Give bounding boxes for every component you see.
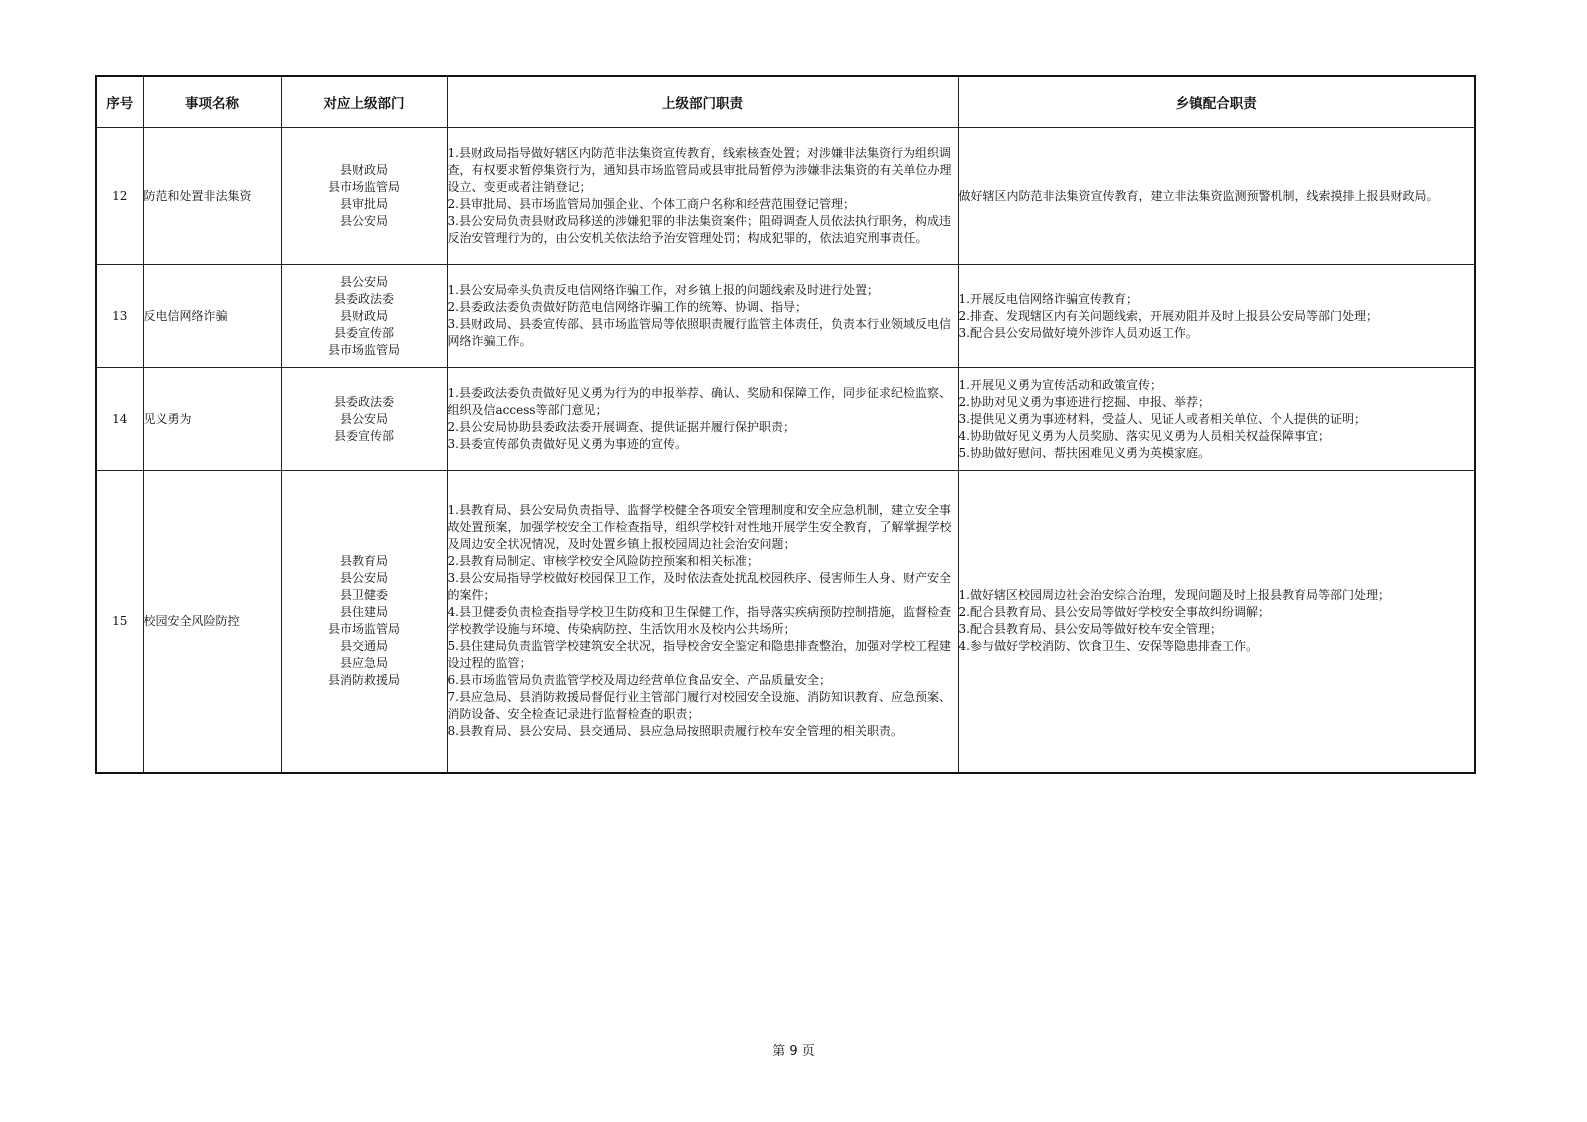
town-duty-item: 3.提供见义勇为事迹材料，受益人、见证人或者相关单位、个人提供的证明；	[958, 411, 1366, 426]
department-name: 县市场监管局	[327, 342, 400, 357]
row-number: 15	[96, 471, 143, 773]
duty-item: 3.县委宣传部负责做好见义勇为事迹的宣传。	[447, 437, 687, 451]
duty-table	[95, 75, 1476, 774]
department-name: 县公安局	[339, 411, 388, 426]
department-name: 县财政局	[339, 308, 388, 323]
department-name: 县委政法委	[333, 394, 394, 409]
duties-cell	[447, 265, 958, 368]
duties-cell	[447, 471, 958, 773]
department-name: 县公安局	[339, 214, 388, 228]
departments-cell	[281, 471, 447, 773]
department-name: 县应急局	[339, 656, 388, 671]
duty-item: 8.县教育局、县公安局、县交通局、县应急局按照职责履行校车安全管理的相关职责。	[447, 724, 903, 739]
header-row	[96, 76, 1475, 128]
duty-item: 3.县公安局负责县财政局移送的涉嫌犯罪的非法集资案件；阻碍调查人员依法执行职务，构成违反治安管理行为的，由公安机关依法给予治安管理处罚；构成犯罪的，依法追究刑事责任。	[447, 214, 951, 245]
department-name: 县交通局	[339, 639, 388, 654]
department-name: 县委政法委	[333, 291, 394, 306]
duty-item: 1.县财政局指导做好辖区内防范非法集资宣传教育，线索核查处置；对涉嫌非法集资行为组织调查，有权要求暂停集资行为，通知县市场监管局或县审批局暂停为涉嫌非法集资的有关单位办理设立、变更或者注销登记；	[447, 146, 952, 194]
departments-cell	[281, 368, 447, 471]
town-cell	[958, 265, 1475, 368]
header-departments: 对应上级部门	[281, 76, 447, 128]
town-cell	[958, 128, 1475, 265]
item-name: 校园安全风险防控	[143, 471, 281, 773]
town-duty-item: 2.协助对见义勇为事迹进行挖掘、申报、举荐；	[958, 394, 1210, 409]
town-duty-item: 4.参与做好学校消防、饮食卫生、安保等隐患排查工作。	[958, 639, 1258, 654]
table-row	[96, 471, 1475, 773]
duty-item: 2.县委政法委负责做好防范电信网络诈骗工作的统筹、协调、指导；	[447, 300, 807, 314]
departments-cell	[281, 128, 447, 265]
item-name: 防范和处置非法集资	[143, 128, 281, 265]
duty-item: 3.县财政局、县委宣传部、县市场监管局等依照职责履行监管主体责任，负责本行业领域反电信网络诈骗工作。	[447, 317, 951, 348]
town-cell	[958, 471, 1475, 773]
duty-item: 2.县审批局、县市场监管局加强企业、个体工商户名称和经营范围登记管理；	[447, 197, 855, 211]
table-row	[96, 265, 1475, 368]
page-number: 第 9 页	[772, 1044, 815, 1059]
department-name: 县住建局	[339, 605, 388, 620]
town-duty-item: 3.配合县教育局、县公安局等做好校车安全管理；	[958, 622, 1222, 637]
duty-item: 3.县公安局指导学校做好校园保卫工作，及时依法查处扰乱校园秩序、侵害师生人身、财产安全的案件；	[447, 571, 951, 603]
table-row	[96, 368, 1475, 471]
department-name: 县公安局	[339, 274, 388, 289]
row-number: 12	[96, 128, 143, 265]
town-duty-item: 3.配合县公安局做好境外涉诈人员劝返工作。	[958, 325, 1198, 340]
department-name: 县市场监管局	[327, 180, 400, 194]
table-row	[96, 128, 1475, 265]
duty-item: 1.县公安局牵头负责反电信网络诈骗工作，对乡镇上报的问题线索及时进行处置；	[447, 283, 879, 297]
department-name: 县卫健委	[339, 588, 388, 603]
table-body	[96, 128, 1475, 773]
item-name: 反电信网络诈骗	[143, 265, 281, 368]
duty-item: 7.县应急局、县消防救援局督促行业主管部门履行对校园安全设施、消防知识教育、应急预案、消防设备、安全检查记录进行监督检查的职责；	[447, 690, 951, 722]
town-duty-item: 做好辖区内防范非法集资宣传教育，建立非法集资监测预警机制，线索摸排上报县财政局。	[958, 188, 1439, 203]
department-name: 县审批局	[339, 197, 388, 211]
duty-item: 1.县委政法委负责做好见义勇为行为的申报举荐、确认、奖励和保障工作，同步征求纪检监察、组织及信access等部门意见；	[447, 386, 951, 417]
departments-cell	[281, 265, 447, 368]
duty-item: 4.县卫健委负责检查指导学校卫生防疫和卫生保健工作，指导落实疾病预防控制措施，监督检查学校教学设施与环境、传染病防控、生活饮用水及校内公共场所；	[447, 605, 951, 637]
town-duty-item: 5.协助做好慰问、帮扶困难见义勇为英模家庭。	[958, 445, 1210, 460]
department-name: 县消防救援局	[327, 673, 400, 688]
department-name: 县教育局	[339, 554, 388, 569]
duty-item: 5.县住建局负责监管学校建筑安全状况，指导校舍安全鉴定和隐患排查整治，加强对学校工程建设过程的监管；	[447, 639, 951, 671]
duties-cell	[447, 128, 958, 265]
duty-item: 2.县公安局协助县委政法委开展调查、提供证据并履行保护职责；	[447, 420, 795, 434]
department-name: 县委宣传部	[333, 428, 394, 443]
town-cell	[958, 368, 1475, 471]
row-number: 13	[96, 265, 143, 368]
department-name: 县委宣传部	[333, 325, 394, 340]
duties-cell	[447, 368, 958, 471]
header-duties: 上级部门职责	[447, 76, 958, 128]
town-duty-item: 1.开展见义勇为宣传活动和政策宣传；	[958, 377, 1162, 392]
row-number: 14	[96, 368, 143, 471]
header-name: 事项名称	[143, 76, 281, 128]
town-duty-item: 2.排查、发现辖区内有关问题线索，开展劝阻并及时上报县公安局等部门处理；	[958, 308, 1378, 323]
item-name: 见义勇为	[143, 368, 281, 471]
department-name: 县市场监管局	[327, 622, 400, 637]
department-name: 县财政局	[339, 163, 388, 177]
town-duty-item: 2.配合县教育局、县公安局等做好学校安全事故纠纷调解；	[958, 605, 1270, 620]
department-name: 县公安局	[339, 571, 388, 586]
header-town: 乡镇配合职责	[958, 76, 1475, 128]
town-duty-item: 4.协助做好见义勇为人员奖励、落实见义勇为人员相关权益保障事宜；	[958, 428, 1330, 443]
duty-item: 6.县市场监管局负责监管学校及周边经营单位食品安全、产品质量安全；	[447, 673, 831, 688]
header-no: 序号	[96, 76, 143, 128]
duty-item: 1.县教育局、县公安局负责指导、监督学校健全各项安全管理制度和安全应急机制，建立安全事故处置预案，加强学校安全工作检查指导，组织学校针对性地开展学生安全教育，了解掌握学校及周边安全状况情况，及时处置乡镇上报校园周边社会治安问题；	[447, 503, 952, 552]
town-duty-item: 1.做好辖区校园周边社会治安综合治理，发现问题及时上报县教育局等部门处理；	[958, 588, 1390, 603]
town-duty-item: 1.开展反电信网络诈骗宣传教育；	[958, 291, 1138, 306]
duty-item: 2.县教育局制定、审核学校安全风险防控预案和相关标准；	[447, 554, 759, 569]
